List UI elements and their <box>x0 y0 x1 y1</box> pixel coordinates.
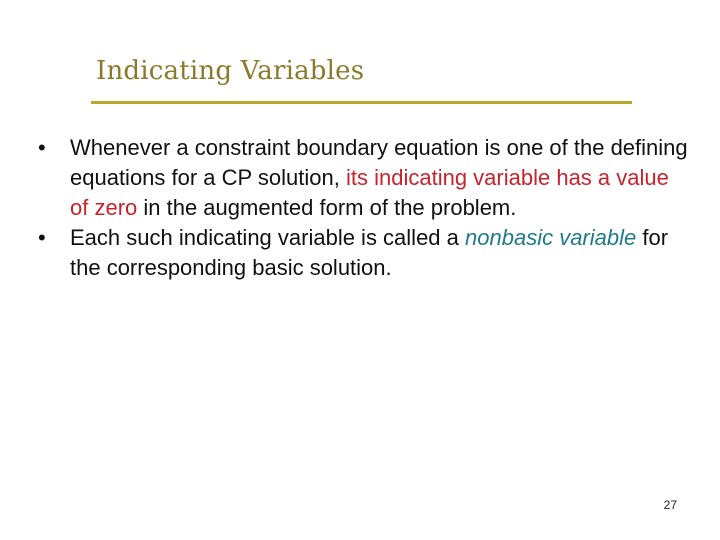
bullet-dot: • <box>38 225 46 250</box>
page-number: 27 <box>663 498 677 512</box>
bullet-text: Whenever a constraint boundary equation is one of the defining equations for a CP solution, <box>70 135 688 190</box>
slide-body <box>38 133 688 283</box>
slide-title: Indicating Variables <box>96 56 365 86</box>
bullet-dot: • <box>38 135 46 160</box>
bullet-emphasis-italic: nonbasic variable <box>465 225 637 250</box>
bullet-text: Each such indicating variable is called a <box>70 225 466 250</box>
bullet-text: for the corresponding basic solution. <box>70 225 669 280</box>
bullet-item <box>38 133 688 223</box>
bullet-item <box>38 223 688 283</box>
bullet-text: in the augmented form of the problem. <box>137 195 517 220</box>
bullet-emphasis-red: its indicating variable has a value of zero <box>70 165 669 220</box>
title-underline <box>91 101 632 104</box>
